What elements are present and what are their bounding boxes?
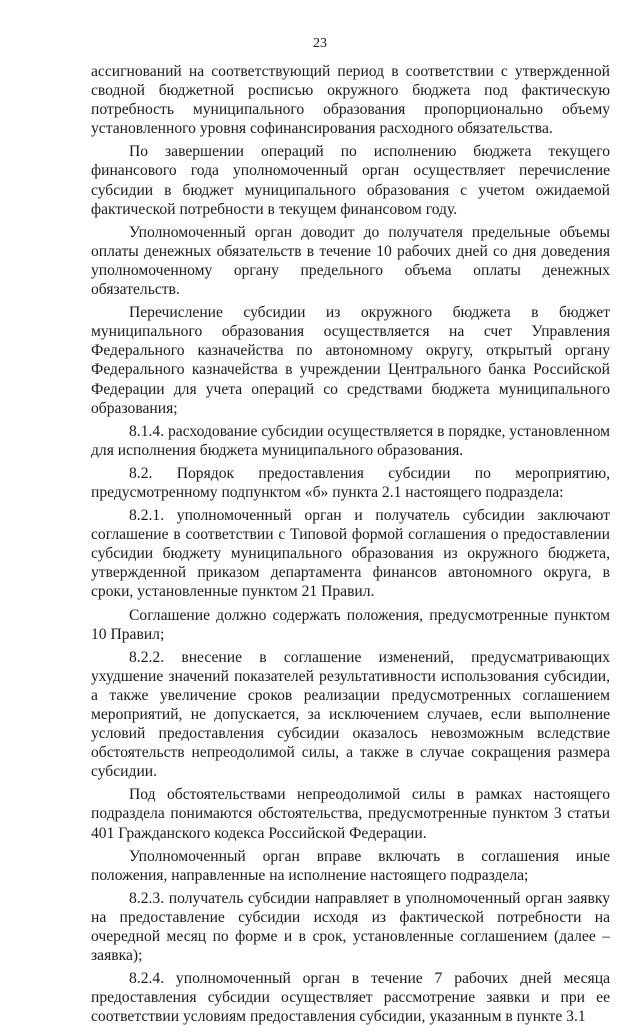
- paragraph: 8.2.1. уполномоченный орган и получатель субсидии заключают соглашение в соответствии с Типовой формой соглашения о предоставлении субсидии бюджету муниципального образования из окружного бюджета, утвержденной приказом департамента финансов автономного округа, в сроки, установленные пунктом 21 Правил.: [91, 507, 610, 601]
- paragraph: Перечисление субсидии из окружного бюджета в бюджет муниципального образования осуществляется на счет Управления Федерального казначейства по автономному округу, открытый органу Федерального казначейства в учреждении Центрального банка Российской Федерации для учета операций со средствами бюджета муниципального образования;: [91, 304, 610, 417]
- paragraph: Уполномоченный орган доводит до получателя предельные объемы оплаты денежных обязательств в течение 10 рабочих дней со дня доведения уполномоченному органу предельного объема оплаты денежных обязательств.: [91, 223, 610, 299]
- page-number: 23: [313, 36, 327, 51]
- document-body: [91, 62, 610, 1031]
- paragraph: ассигнований на соответствующий период в соответствии с утвержденной сводной бюджетной росписью окружного бюджета под фактическую потребность муниципального образования пропорционально объему установленного уровня софинансирования расходного обязательства.: [91, 63, 610, 138]
- paragraph: Соглашение должно содержать положения, предусмотренные пунктом 10 Правил;: [91, 606, 610, 643]
- paragraph: Уполномоченный орган вправе включать в соглашения иные положения, направленные на исполнение настоящего подраздела;: [91, 847, 610, 884]
- paragraph: По завершении операций по исполнению бюджета текущего финансового года уполномоченный орган осуществляет перечисление субсидии в бюджет муниципального образования с учетом ожидаемой фактической потребности в текущем финансовом году.: [91, 143, 610, 218]
- paragraph: 8.2. Порядок предоставления субсидии по мероприятию, предусмотренному подпунктом «б» пункта 2.1 настоящего подраздела:: [91, 464, 610, 501]
- paragraph: 8.1.4. расходование субсидии осуществляется в порядке, установленном для исполнения бюджета муниципального образования.: [91, 422, 611, 459]
- paragraph: 8.2.3. получатель субсидии направляет в уполномоченный орган заявку на предоставление субсидии исходя из фактической потребности на очередной месяц по форме и в срок, установленные соглашением (далее – заявка);: [91, 889, 610, 965]
- paragraph: 8.2.4. уполномоченный орган в течение 7 рабочих дней месяца предоставления субсидии осуществляет рассмотрение заявки и при ее соответствии условиям предоставления субсидии, указанным в пункте 3.1: [91, 970, 610, 1026]
- paragraph: 8.2.2. внесение в соглашение изменений, предусматривающих ухудшение значений показателей результативности использования субсидии, а также увеличение сроков реализации предусмотренных соглашением мероприятий, не допускается, за исключением случаев, если выполнение условий предоставления субсидии оказалось невозможным вследствие обстоятельств непреодолимой силы, а также в случае сокращения размера субсидии.: [91, 648, 610, 781]
- paragraph: Под обстоятельствами непреодолимой силы в рамках настоящего подраздела понимаются обстоятельства, предусмотренные пунктом 3 статьи 401 Гражданского кодекса Российской Федерации.: [91, 786, 610, 842]
